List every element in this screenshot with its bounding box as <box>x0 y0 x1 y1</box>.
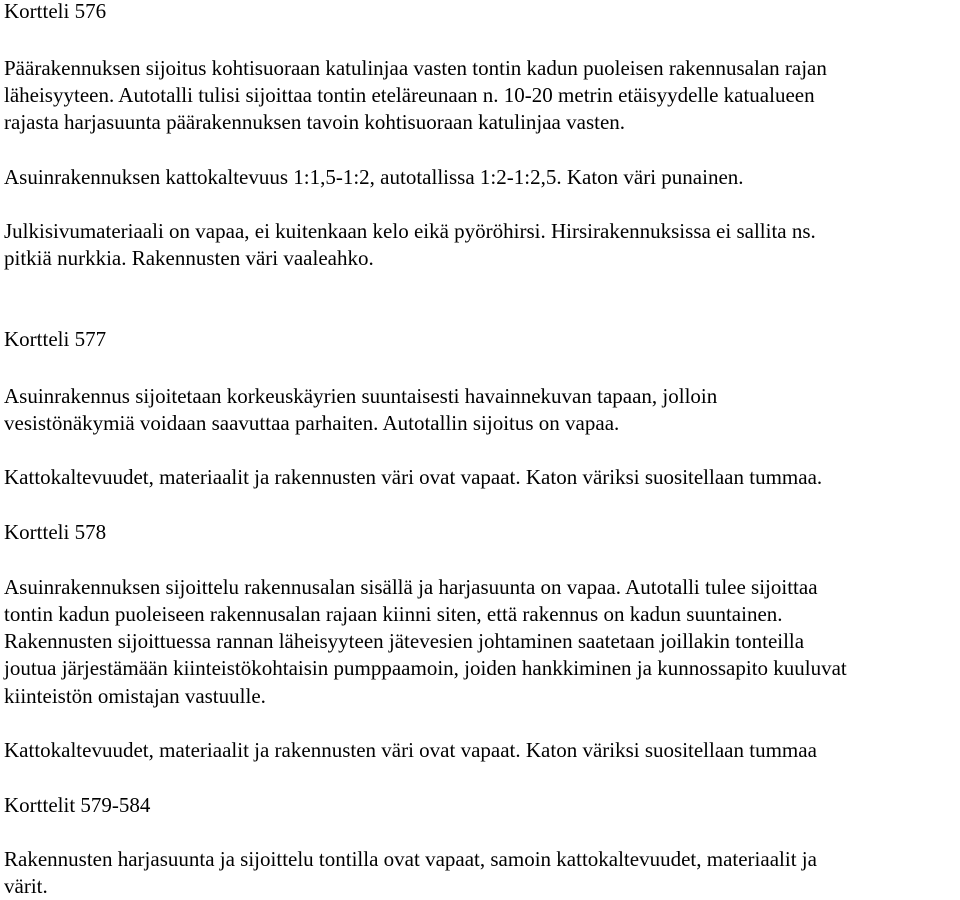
paragraph-line: kiinteistön omistajan vastuulle. <box>4 684 266 708</box>
paragraph-line: Rakennusten sijoittuessa rannan läheisyyteen jätevesien johtaminen saatetaan joillakin tonteilla <box>4 629 805 653</box>
paragraph-line: Päärakennuksen sijoitus kohtisuoraan katulinjaa vasten tontin kadun puoleisen rakennusalan rajan <box>4 56 827 80</box>
section-heading: Kortteli 577 <box>4 327 107 351</box>
paragraph-line: Rakennusten harjasuunta ja sijoittelu tontilla ovat vapaat, samoin kattokaltevuudet, materiaalit ja <box>4 847 817 871</box>
paragraph-line: Asuinrakennuksen kattokaltevuus 1:1,5-1:2, autotallissa 1:2-1:2,5. Katon väri punainen. <box>4 165 744 189</box>
paragraph-line: Julkisivumateriaali on vapaa, ei kuitenkaan kelo eikä pyöröhirsi. Hirsirakennuksissa ei sallita ns. <box>4 219 816 243</box>
paragraph-line: joutua järjestämään kiinteistökohtaisin pumppaamoin, joiden hankkiminen ja kunnossapito kuuluvat <box>4 656 847 680</box>
paragraph-line: Kattokaltevuudet, materiaalit ja rakennusten väri ovat vapaat. Katon väriksi suositellaan tummaa <box>4 738 817 762</box>
paragraph-line: Asuinrakennus sijoitetaan korkeuskäyrien suuntaisesti havainnekuvan tapaan, jolloin <box>4 384 718 408</box>
paragraph-line: Asuinrakennuksen sijoittelu rakennusalan sisällä ja harjasuunta on vapaa. Autotalli tulee sijoittaa <box>4 575 818 599</box>
paragraph-line: pitkiä nurkkia. Rakennusten väri vaaleahko. <box>4 246 374 270</box>
paragraph-line: värit. <box>4 874 48 898</box>
paragraph-line: vesistönäkymiä voidaan saavuttaa parhaiten. Autotallin sijoitus on vapaa. <box>4 411 620 435</box>
paragraph-line: läheisyyteen. Autotalli tulisi sijoittaa tontin eteläreunaan n. 10-20 metrin etäisyydelle katualueen <box>4 83 815 107</box>
section-heading: Kortteli 576 <box>4 0 107 23</box>
paragraph-line: rajasta harjasuunta päärakennuksen tavoin kohtisuoraan katulinjaa vasten. <box>4 110 626 134</box>
paragraph-line: Kattokaltevuudet, materiaalit ja rakennusten väri ovat vapaat. Katon väriksi suositellaan tummaa. <box>4 465 823 489</box>
section-heading: Korttelit 579-584 <box>4 793 151 817</box>
paragraph-line: tontin kadun puoleiseen rakennusalan rajaan kiinni siten, että rakennus on kadun suuntainen. <box>4 602 783 626</box>
section-heading: Kortteli 578 <box>4 520 107 544</box>
